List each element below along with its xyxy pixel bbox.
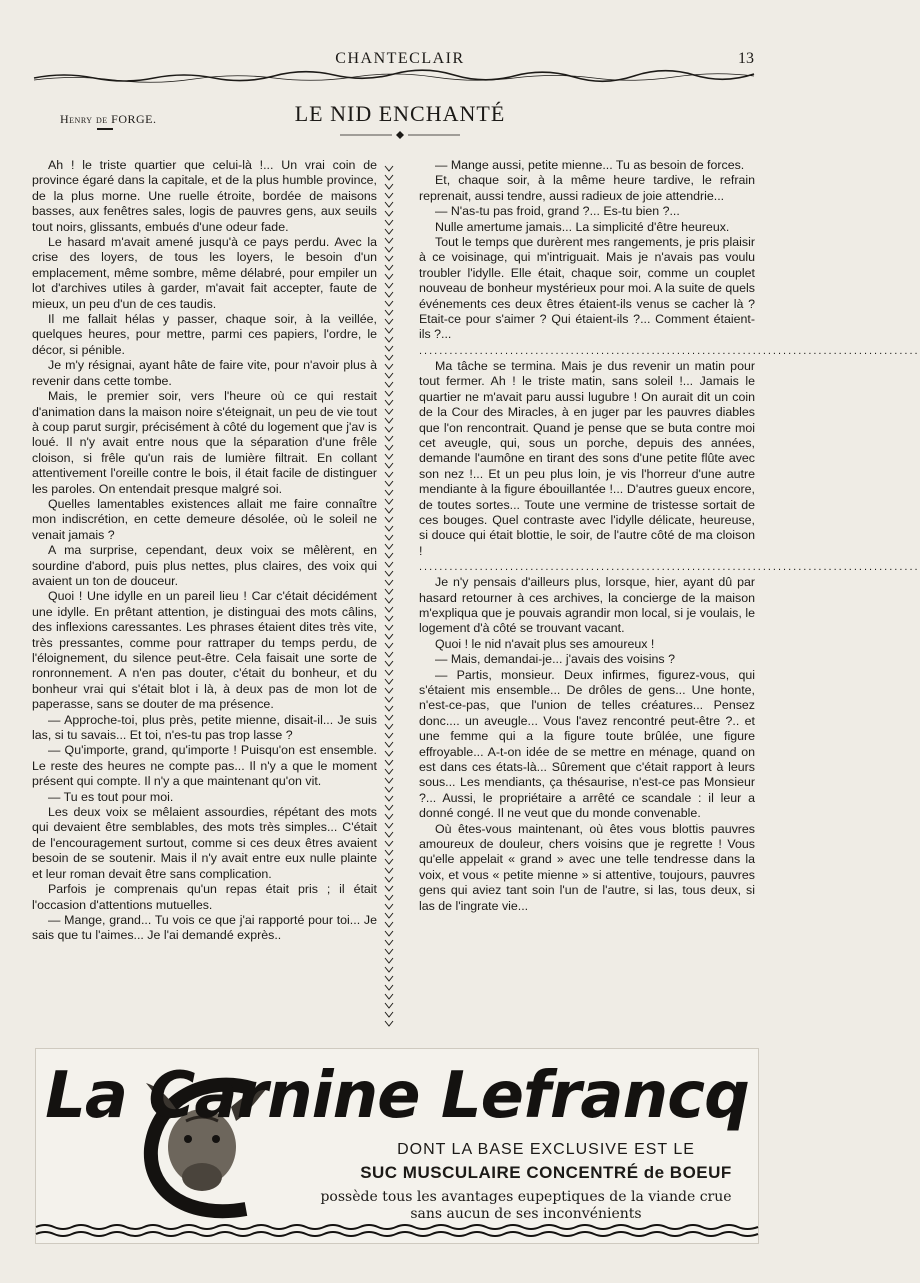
divider-mark — [385, 724, 393, 729]
page-number: 13 — [738, 50, 754, 67]
divider-mark — [385, 283, 393, 288]
article-paragraph: — Tu es tout pour moi. — [48, 789, 174, 804]
article-paragraph: — Partis, monsieur. Deux infirmes, figurez-vous, qui s'étaient mis ensemble... De drôles de gens... Une honte, n'est-ce-pas, que l'union de telles créatures... Pensez donc.... un aveugle... Vous l'avez rencontré peut-être ?.. et une femme qui a la figure toute brûlée, une figure effroyable... A-t-on idée de se mettre en ménage, quand on est dans ces états-là... Sûrement que c'était rapport à leurs sous... Les mendiants, ça thésaurise, n'est-ce pas Monsieur ?... Aussi, le propriétaire a arrêté ce scandale : il leur a donné congé. Il ne veut que du monde convenable. — [419, 667, 755, 821]
article-paragraph: Quelles lamentables existences allait me faire connaître mon indiscrétion, en cette demeure désolée, où le soleil ne venait jamais ? — [32, 496, 377, 542]
divider-mark — [385, 220, 393, 225]
article-paragraph: Mais, le premier soir, vers l'heure où ce qui restait d'animation dans la maison noire s'éteignait, un peu de vie tout à coup parut surgir, précisément à côté du logement que j'av is loué. Il n'y avait entre nous que la séparation d'une frêle cloison, si frêle qu'un rais de lumière filtrait. En collant attentivement l'oreille contre le bois, il était facile de distinguer les paroles. On entendait presque malgré soi. — [32, 389, 378, 496]
article-paragraph: Les deux voix se mêlaient assourdies, répétant des mots qui devaient être semblables, des mots très simples... C'était de l'encouragement surtout, comme si ces deux êtres avaient besoin de se soutenir. Mais il n'y avait entre eux nulle plainte et leur roman devait être sans complication. — [32, 805, 377, 881]
divider-mark — [385, 760, 393, 765]
article-paragraph: Quoi ! Une idylle en un pareil lieu ! Car c'était décidément une idylle. En prêtant attention, je distinguai des mots câlins, des inflexions caressantes. Les phrases étaient dites très vite, très pressantes, comme pour rattraper du temps perdu, de l'éloignement, du silence peut-être. Cela faisait une sorte de ronronnement. A n'en pas douter, c'était du bonheur, et du bonheur vrai qui s'était blot i là, à deux pas de mon lot de paperasse, sans se douter de ma présence. — [32, 589, 377, 712]
article-paragraph: Quoi ! le nid n'avait plus ses amoureux ! — [435, 636, 655, 651]
divider-mark — [385, 328, 393, 333]
divider-mark — [385, 832, 393, 837]
divider-mark — [385, 697, 393, 702]
divider-mark — [385, 769, 393, 774]
divider-mark — [385, 481, 393, 486]
divider-mark — [385, 436, 393, 441]
divider-mark — [385, 256, 393, 261]
divider-mark — [385, 643, 393, 648]
divider-mark — [385, 733, 393, 738]
divider-mark — [385, 400, 393, 405]
divider-mark — [385, 247, 393, 252]
divider-mark — [385, 778, 393, 783]
divider-mark — [385, 904, 393, 909]
divider-mark — [385, 976, 393, 981]
divider-mark — [385, 382, 393, 387]
article-title: LE NID ENCHANTÉ — [294, 101, 506, 126]
divider-mark — [385, 319, 393, 324]
divider-mark — [385, 985, 393, 990]
divider-mark — [385, 949, 393, 954]
divider-mark — [385, 859, 393, 864]
divider-mark — [385, 562, 393, 567]
divider-mark — [385, 184, 393, 189]
divider-mark — [385, 175, 393, 180]
divider-mark — [385, 193, 393, 198]
divider-mark — [385, 796, 393, 801]
divider-mark — [385, 211, 393, 216]
divider-mark — [385, 1003, 393, 1008]
divider-mark — [385, 274, 393, 279]
divider-mark — [385, 868, 393, 873]
article-paragraph: — Mange aussi, petite mienne... Tu as besoin de forces. — [435, 158, 745, 172]
divider-mark — [385, 553, 393, 558]
divider-mark — [385, 877, 393, 882]
divider-mark — [385, 661, 393, 666]
divider-mark — [385, 373, 393, 378]
divider-mark — [385, 409, 393, 414]
divider-mark — [385, 418, 393, 423]
divider-mark — [385, 472, 393, 477]
ad-brand-name: La Carnine Lefrancq — [45, 1059, 749, 1133]
divider-mark — [385, 508, 393, 513]
article-paragraph: Tout le temps que durèrent mes rangements, je pris plaisir à ce voisinage, qui m'intriguait. Mais je n'avais pas voulu troubler l'idylle. Elle était, chaque soir, comme un couplet nouveau de bonheur mystérieux pour moi. A la suite de quels événements ces deux êtres étaient-ils venus se cacher là ? Etait-ce pour s'aimer ? Qui étaient-ils ?... Comment étaient-ils ?... — [419, 235, 755, 342]
carnine-lefrancq-advertisement — [35, 1048, 759, 1244]
divider-mark — [385, 454, 393, 459]
divider-mark — [385, 571, 393, 576]
divider-mark — [385, 1021, 393, 1026]
article-paragraph: Il me fallait hélas y passer, chaque soir, à la veillée, quelques heures, pour mettre, parmi ces papiers, l'ordre, le décor, si pénible. — [32, 312, 377, 357]
divider-mark — [385, 886, 393, 891]
divider-mark — [385, 598, 393, 603]
divider-mark — [385, 301, 393, 306]
divider-mark — [385, 238, 393, 243]
article-paragraph: Je n'y pensais d'ailleurs plus, lorsque, hier, ayant dû par hasard retourner à ces archives, la concierge de la maison m'expliqua que je pouvais agrandir mon local, si je voulais, le logement d'à côté se trouvant vacant. — [419, 575, 755, 636]
article-paragraph: Parfois je comprenais qu'un repas était pris ; il était l'occasion d'attentions mutuelles. — [32, 882, 377, 912]
column-divider-ornament — [382, 160, 396, 1030]
divider-mark — [385, 688, 393, 693]
divider-mark — [385, 913, 393, 918]
running-head — [0, 50, 800, 70]
divider-mark — [385, 706, 393, 711]
ad-decorative-border — [36, 1223, 758, 1239]
author-dash-ornament — [97, 128, 113, 130]
divider-mark — [385, 391, 393, 396]
divider-mark — [385, 535, 393, 540]
divider-mark — [385, 490, 393, 495]
divider-mark — [385, 346, 393, 351]
article-paragraph: Le hasard m'avait amené jusqu'à ce pays perdu. Avec la crise des loyers, de tous les loyers, le besoin d'un emplacement, même sombre, même délabré, pour empiler un lot d'archives utiles à garder, m'avait fait accepter, faute de mieux, un peu d'un de ces taudis. — [32, 235, 377, 311]
divider-mark — [385, 715, 393, 720]
article-paragraph: — Mange, grand... Tu vois ce que j'ai rapporté pour toi... Je sais que tu l'aimes... Je l'ai demandé exprès.. — [32, 912, 377, 943]
divider-mark — [385, 895, 393, 900]
divider-mark — [385, 679, 393, 684]
divider-mark — [385, 229, 393, 234]
divider-mark — [385, 805, 393, 810]
divider-mark — [385, 850, 393, 855]
divider-mark — [385, 445, 393, 450]
article-paragraph: — Approche-toi, plus près, petite mienne, disait-il... Je suis las, si tu savais... Et toi, n'es-tu pas trop lasse ? — [32, 712, 377, 743]
article-paragraph: — N'as-tu pas froid, grand ?... Es-tu bien ?... — [435, 204, 680, 219]
divider-mark — [385, 994, 393, 999]
divider-mark — [385, 265, 393, 270]
divider-mark — [385, 940, 393, 945]
divider-mark — [385, 589, 393, 594]
article-author: Henry de FORGE. — [60, 112, 157, 126]
divider-mark — [385, 517, 393, 522]
divider-mark — [385, 751, 393, 756]
article-paragraph: Et, chaque soir, à la même heure tardive, le refrain reprenait, aussi tendre, aussi radieux de joie attendrie... — [419, 173, 755, 203]
divider-mark — [385, 931, 393, 936]
divider-mark — [385, 634, 393, 639]
divider-mark — [385, 202, 393, 207]
divider-mark — [385, 823, 393, 828]
article-paragraph: Où êtes-vous maintenant, où êtes vous blottis pauvres amoureux de douleur, chers voisins que je regrette ! Vous qu'elle appelait « grand » avec une telle tendresse dans la voix, et vous « petite mienne » si attentive, toujours, pauvres gens qui aviez tant soin l'un de l'autre, si las, tous deux, si las de l'ingrate vie... — [419, 821, 755, 913]
article-left-column — [32, 158, 377, 944]
wavy-header-rule — [34, 68, 754, 82]
title-ornament — [340, 130, 460, 140]
divider-mark — [385, 742, 393, 747]
divider-mark — [385, 427, 393, 432]
divider-mark — [385, 922, 393, 927]
divider-mark — [385, 958, 393, 963]
divider-mark — [385, 841, 393, 846]
article-paragraph: — Qu'importe, grand, qu'importe ! Puisqu'on est ensemble. Le reste des heures ne compte pas... Il n'y a que le moment présent qui compte. Il n'y a que maintenant qu'on vit. — [32, 743, 377, 789]
divider-mark — [385, 967, 393, 972]
divider-mark — [385, 652, 393, 657]
article-paragraph: ................................................................................................... — [419, 561, 920, 574]
article-paragraph: ................................................................................................... — [419, 344, 920, 357]
article-right-column — [419, 158, 920, 914]
divider-mark — [385, 355, 393, 360]
divider-mark — [385, 364, 393, 369]
divider-mark — [385, 310, 393, 315]
divider-mark — [385, 607, 393, 612]
journal-title: CHANTECLAIR — [335, 50, 465, 67]
article-paragraph: A ma surprise, cependant, deux voix se mêlèrent, en sourdine d'abord, puis plus nettes, plus claires, des voix qui avaient un ton de douceur. — [32, 543, 377, 588]
divider-mark — [385, 625, 393, 630]
divider-mark — [385, 814, 393, 819]
divider-mark — [385, 616, 393, 621]
divider-mark — [385, 1012, 393, 1017]
divider-mark — [385, 463, 393, 468]
divider-mark — [385, 292, 393, 297]
divider-mark — [385, 499, 393, 504]
divider-mark — [385, 670, 393, 675]
article-paragraph: Ah ! le triste quartier que celui-là !... Un vrai coin de province égaré dans la capitale, et de la plus humble province, de la plus morne. Une ruelle étroite, bordée de maisons basses, aux fenêtres sales, logis de pauvres gens, aux seuils tout noirs, glissants, embués d'une odeur fade. — [32, 158, 377, 234]
divider-mark — [385, 166, 393, 171]
article-paragraph: Ma tâche se termina. Mais je dus revenir un matin pour tout fermer. Ah ! le triste matin, sans soleil !... Jamais le quartier ne m'avait paru aussi lugubre ! On aurait dit un coin de la Cour des Miracles, à en juger par les pauvres diables que l'on rencontrait. Quand je pense que se buta contre moi cet aveugle, qui, sous un porche, depuis des années, demande l'aumône en tirant des sons d'une petite flûte avec son nez !... Et un peu plus loin, je vis l'horreur d'une autre mendiante à la figure ébouillantée !... D'autres gueux encore, de toutes sortes... Toute une vermine de tristesse sortait de ces bouges. Quel contraste avec l'idylle délicate, heureuse, si douce qui était blottie, le soir, de l'autre côté de ma cloison ! — [419, 358, 755, 558]
ad-tagline-3: possède tous les avantages eupeptiques de la viande crue sans aucun de ses inconvénients — [320, 1189, 732, 1222]
divider-mark — [385, 337, 393, 342]
article-paragraph: — Mais, demandai-je... j'avais des voisins ? — [435, 652, 675, 667]
divider-mark — [385, 580, 393, 585]
article-paragraph: Je m'y résignai, ayant hâte de faire vite, pour n'avoir plus à revenir dans cette tombe. — [32, 358, 377, 388]
divider-mark — [385, 787, 393, 792]
divider-mark — [385, 526, 393, 531]
divider-mark — [385, 544, 393, 549]
ad-tagline-2: SUC MUSCULAIRE CONCENTRÉ de BOEUF — [360, 1163, 732, 1182]
article-paragraph: Nulle amertume jamais... La simplicité d'être heureux. — [435, 219, 730, 234]
ad-tagline-1: DONT LA BASE EXCLUSIVE EST LE — [397, 1141, 695, 1158]
